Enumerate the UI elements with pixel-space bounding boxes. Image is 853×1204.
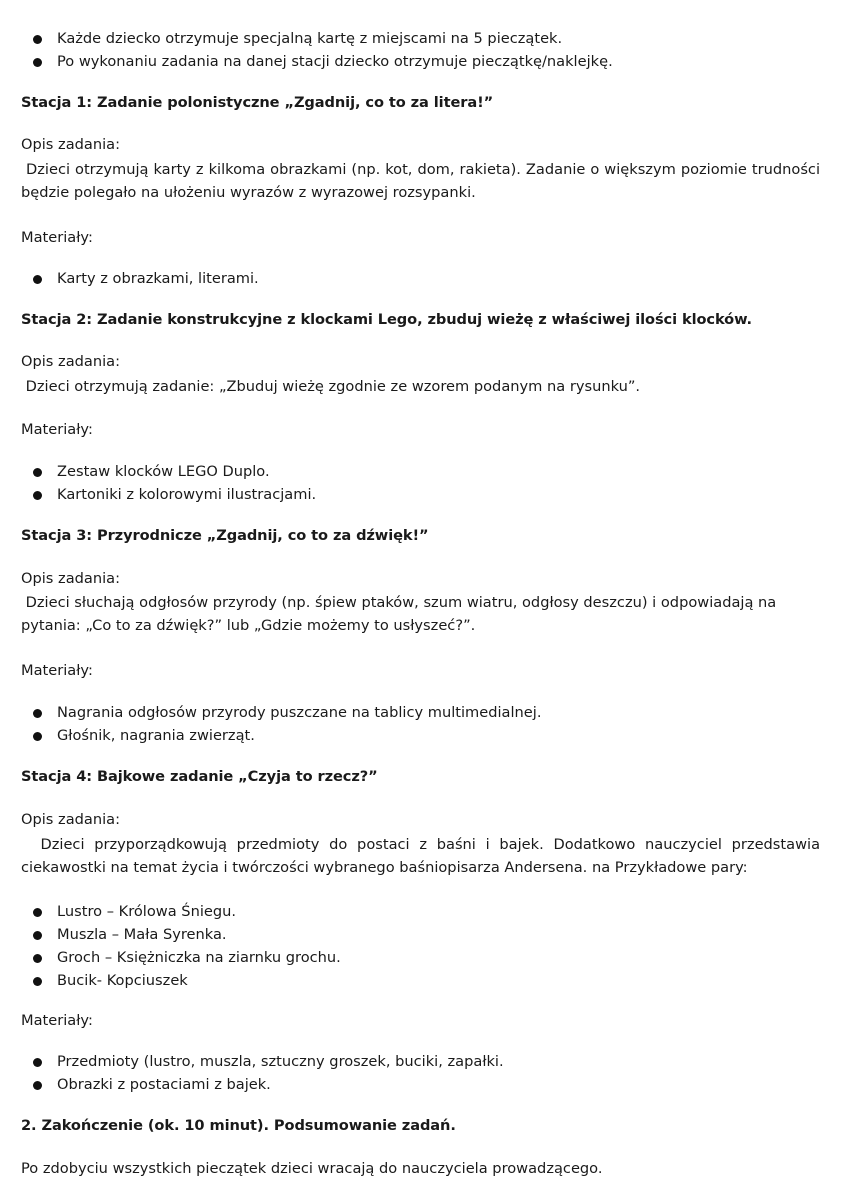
list-item: Bucik- Kopciuszek — [21, 969, 341, 992]
station-3-materials-label: Materiały: — [21, 662, 93, 679]
station-2-desc-label: Opis zadania: — [21, 353, 121, 370]
list-item: Groch – Księżniczka na ziarnku grochu. — [21, 946, 341, 969]
station-4-title: Stacja 4: Bajkowe zadanie „Czyja to rzecz?” — [21, 768, 378, 785]
bullet-icon — [33, 468, 42, 477]
bullet-icon — [33, 954, 42, 963]
station-4-desc: Dzieci przyporządkowują przedmioty do postaci z baśni i bajek. Dodatkowo nauczyciel przedstawia ciekawostki na temat życia i twórczości wybranego baśniopisarza Andersena. na Przykładowe pary: — [21, 836, 825, 876]
bullet-icon — [33, 709, 42, 718]
station-2-materials-label: Materiały: — [21, 421, 93, 438]
station-3-title: Stacja 3: Przyrodnicze „Zgadnij, co to za dźwięk!” — [21, 527, 429, 544]
station-1-materials-label: Materiały: — [21, 229, 93, 246]
station-3-desc-label: Opis zadania: — [21, 570, 121, 587]
bullet-icon — [33, 931, 42, 940]
list-item: Muszla – Mała Syrenka. — [21, 923, 341, 946]
list-item: Lustro – Królowa Śniegu. — [21, 900, 341, 923]
list-item: Zestaw klocków LEGO Duplo. — [21, 460, 316, 483]
station-3-desc: Dzieci słuchają odgłosów przyrody (np. śpiew ptaków, szum wiatru, odgłosy deszczu) i odpowiadają na pytania: „Co to za dźwięk?” lub „Gdzie możemy to usłyszeć?”. — [21, 594, 781, 634]
station-4-desc-label: Opis zadania: — [21, 811, 121, 828]
bullet-icon — [33, 35, 42, 44]
bullet-icon — [33, 908, 42, 917]
bullet-icon — [33, 977, 42, 986]
station-4-materials-list — [21, 1050, 504, 1096]
station-1-desc: Dzieci otrzymują karty z kilkoma obrazkami (np. kot, dom, rakieta). Zadanie o większym poziomie trudności będzie polegało na ułożeniu wyrazów z wyrazowej rozsypanki. — [21, 161, 825, 201]
station-3-materials-list — [21, 701, 541, 747]
list-item: Przedmioty (lustro, muszla, sztuczny groszek, buciki, zapałki. — [21, 1050, 504, 1073]
station-1-desc-label: Opis zadania: — [21, 136, 121, 153]
ending-text: Po zdobyciu wszystkich pieczątek dzieci wracają do nauczyciela prowadzącego. — [21, 1160, 603, 1177]
station-1-title: Stacja 1: Zadanie polonistyczne „Zgadnij, co to za litera!” — [21, 94, 494, 111]
bullet-icon — [33, 491, 42, 500]
station-1-materials-list — [21, 267, 259, 290]
list-item: Po wykonaniu zadania na danej stacji dziecko otrzymuje pieczątkę/naklejkę. — [21, 50, 613, 73]
station-2-title: Stacja 2: Zadanie konstrukcyjne z klockami Lego, zbuduj wieżę z właściwej ilości klocków. — [21, 311, 752, 328]
bullet-icon — [33, 275, 42, 284]
station-4-materials-label: Materiały: — [21, 1012, 93, 1029]
intro-list — [21, 27, 613, 73]
list-item: Nagrania odgłosów przyrody puszczane na tablicy multimedialnej. — [21, 701, 541, 724]
ending-title: 2. Zakończenie (ok. 10 minut). Podsumowanie zadań. — [21, 1117, 456, 1134]
list-item: Głośnik, nagrania zwierząt. — [21, 724, 541, 747]
list-item: Każde dziecko otrzymuje specjalną kartę z miejscami na 5 pieczątek. — [21, 27, 613, 50]
station-4-pairs-list — [21, 900, 341, 992]
bullet-icon — [33, 732, 42, 741]
list-item: Kartoniki z kolorowymi ilustracjami. — [21, 483, 316, 506]
bullet-icon — [33, 58, 42, 67]
list-item: Karty z obrazkami, literami. — [21, 267, 259, 290]
station-2-materials-list — [21, 460, 316, 506]
list-item: Obrazki z postaciami z bajek. — [21, 1073, 504, 1096]
bullet-icon — [33, 1058, 42, 1067]
station-2-desc: Dzieci otrzymują zadanie: „Zbuduj wieżę zgodnie ze wzorem podanym na rysunku”. — [21, 378, 641, 395]
bullet-icon — [33, 1081, 42, 1090]
